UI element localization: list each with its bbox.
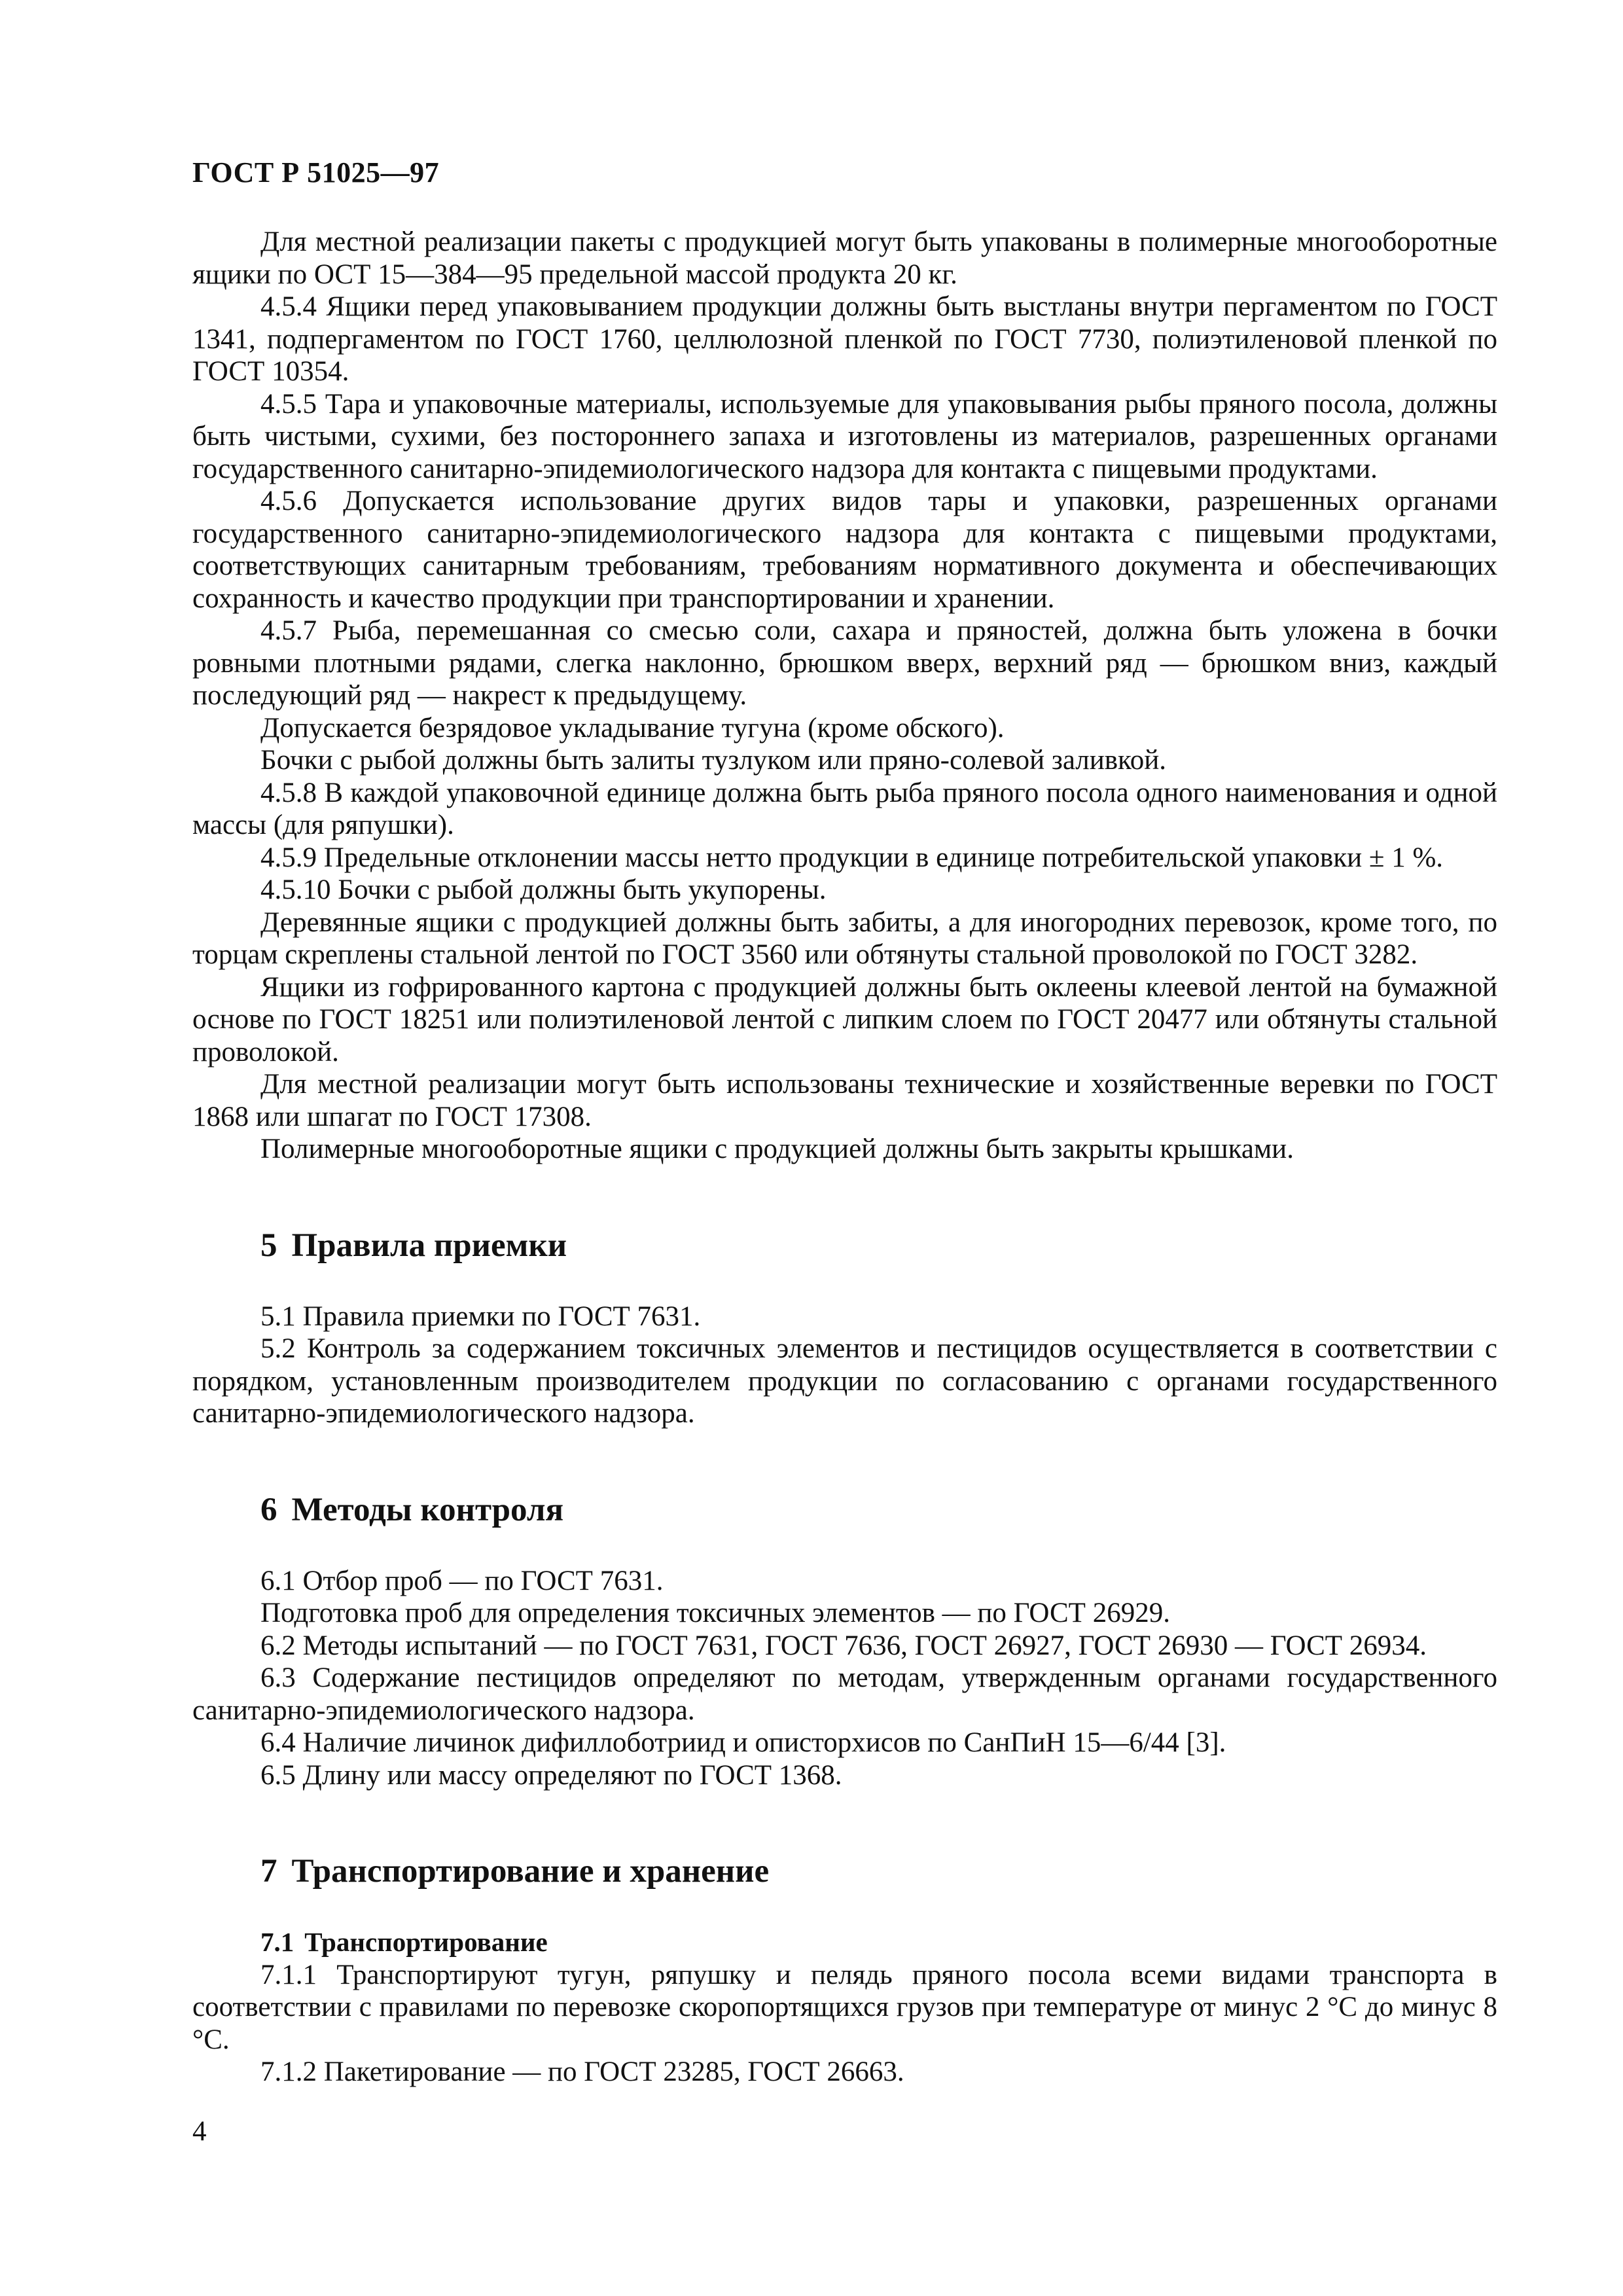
paragraph: Для местной реализации пакеты с продукцией могут быть упакованы в полимерные многооборотные ящики по ОСТ 15—384—95 предельной массой продукта 20 кг.	[192, 226, 1497, 290]
heading-text: Правила приемки	[291, 1227, 567, 1264]
paragraph: Ящики из гофрированного картона с продукцией должны быть оклеены клеевой лентой на бумажной основе по ГОСТ 18251 или полиэтиленовой лентой с липким слоем по ГОСТ 20477 или обтянуты стальной проволокой.	[192, 971, 1497, 1067]
paragraph: Допускается безрядовое укладывание тугуна (кроме обского).	[260, 712, 1005, 744]
heading-number: 7.1	[260, 1927, 294, 1957]
paragraph: 5.2 Контроль за содержанием токсичных элементов и пестицидов осуществляется в соответствии с порядком, установленным производителем продукции по согласованию с органами государственного санитарно-эпидемиологического надзора.	[192, 1333, 1497, 1429]
heading-number: 7	[260, 1853, 277, 1890]
paragraph: 6.4 Наличие личинок дифиллоботриид и описторхисов по СанПиН 15—6/44 [3].	[260, 1727, 1226, 1758]
section-heading	[192, 1226, 1497, 1265]
paragraph: 4.5.7 Рыба, перемешанная со смесью соли, сахара и пряностей, должна быть уложена в бочки ровными плотными рядами, слегка наклонно, брюшком вверх, верхний ряд — брюшком вниз, каждый последующий ряд — накрест к предыдущему.	[192, 615, 1497, 711]
paragraph: 6.1 Отбор проб — по ГОСТ 7631.	[260, 1565, 664, 1596]
paragraph: 4.5.10 Бочки с рыбой должны быть укупорены.	[260, 874, 827, 905]
paragraph: 4.5.6 Допускается использование других видов тары и упаковки, разрешенных органами государственного санитарно-эпидемиологического надзора для контакта с пищевыми продуктами, соответствующих санитарным требованиям, требованиям нормативного документа и обеспечивающих сохранность и качество продукции при транспортировании и хранении.	[192, 486, 1497, 614]
paragraph: 7.1.1 Транспортируют тугун, ряпушку и пелядь пряного посола всеми видами транспорта в соответствии с правилами по перевозке скоропортящихся грузов при температуре от минус 2 °С до минус 8 °С.	[192, 1959, 1497, 2055]
heading-number: 6	[260, 1491, 277, 1528]
paragraph: 6.5 Длину или массу определяют по ГОСТ 1368.	[260, 1759, 842, 1791]
heading-number: 5	[260, 1227, 277, 1264]
paragraph: 6.3 Содержание пестицидов определяют по методам, утвержденным органами государственного санитарно-эпидемиологического надзора.	[192, 1662, 1497, 1726]
paragraph: 4.5.9 Предельные отклонении массы нетто продукции в единице потребительской упаковки ± 1 %.	[260, 842, 1444, 873]
paragraph: 5.1 Правила приемки по ГОСТ 7631.	[260, 1300, 701, 1332]
paragraph: Бочки с рыбой должны быть залиты тузлуком или пряно-солевой заливкой.	[260, 745, 1167, 776]
paragraph: Для местной реализации могут быть использованы технические и хозяйственные веревки по ГОСТ 1868 или шпагат по ГОСТ 17308.	[192, 1069, 1497, 1132]
paragraph: Деревянные ящики с продукцией должны быть забиты, а для иногородних перевозок, кроме того, по торцам скреплены стальной лентой по ГОСТ 3560 или обтянуты стальной проволокой по ГОСТ 3282.	[192, 906, 1497, 970]
section-heading	[192, 1490, 1497, 1530]
heading-text: Транспортирование	[304, 1927, 548, 1957]
paragraph: 7.1.2 Пакетирование — по ГОСТ 23285, ГОСТ 26663.	[260, 2056, 904, 2087]
paragraph: 4.5.4 Ящики перед упаковыванием продукции должны быть выстланы внутри пергаментом по ГОСТ 1341, подпергаментом по ГОСТ 1760, целлюлозной пленкой по ГОСТ 7730, полиэтиленовой пленкой по ГОСТ 10354.	[192, 291, 1497, 387]
section-heading	[192, 1852, 1497, 1891]
page-number: 4	[192, 2116, 207, 2147]
paragraph: 4.5.8 В каждой упаковочной единице должна быть рыба пряного посола одного наименования и одной массы (для ряпушки).	[192, 777, 1497, 840]
paragraph: Подготовка проб для определения токсичных элементов — по ГОСТ 26929.	[260, 1598, 1170, 1628]
paragraph: Полимерные многооборотные ящики с продукцией должны быть закрыты крышками.	[260, 1134, 1294, 1164]
heading-text: Транспортирование и хранение	[291, 1853, 770, 1890]
paragraph: 4.5.5 Тара и упаковочные материалы, используемые для упаковывания рыбы пряного посола, должны быть чистыми, сухими, без постороннего запаха и изготовлены из материалов, разрешенных органами государственного санитарно-эпидемиологического надзора для контакта с пищевыми продуктами.	[192, 388, 1497, 484]
heading-text: Методы контроля	[291, 1491, 564, 1528]
paragraph: 6.2 Методы испытаний — по ГОСТ 7631, ГОСТ 7636, ГОСТ 26927, ГОСТ 26930 — ГОСТ 26934.	[260, 1630, 1427, 1661]
document-body	[192, 226, 1497, 2089]
subsection-heading	[192, 1926, 1497, 1959]
page-header: ГОСТ Р 51025—97	[192, 156, 440, 188]
